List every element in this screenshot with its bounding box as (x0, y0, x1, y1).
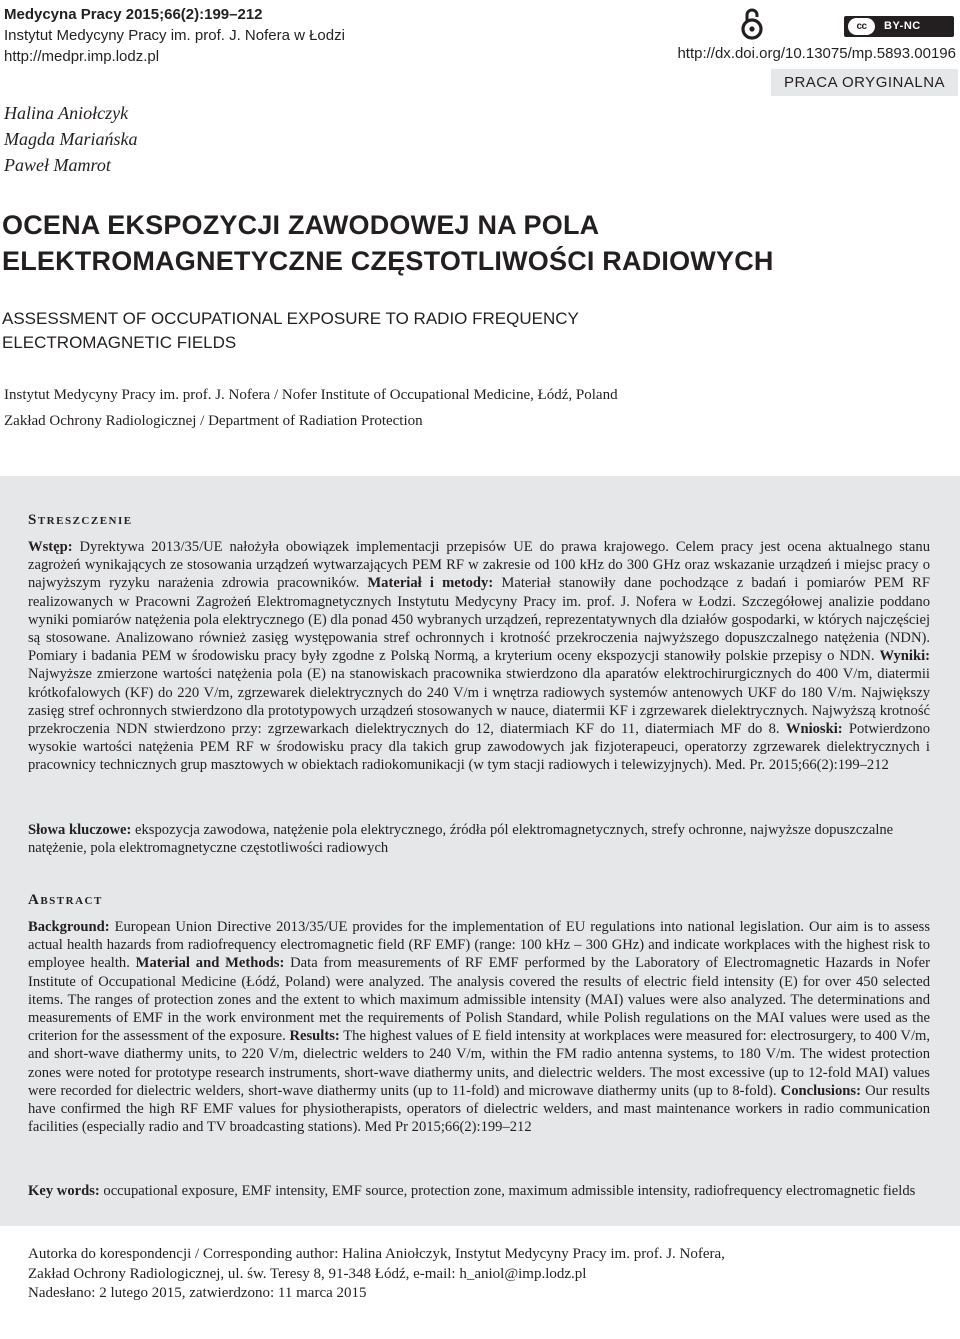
abstract-heading: Abstract (28, 892, 103, 908)
author-name: Paweł Mamrot (4, 155, 111, 175)
label-wnioski: Wnioski: (785, 721, 843, 738)
license-badge[interactable] (844, 16, 954, 37)
keywords-en (28, 1182, 930, 1200)
title-line: ELECTROMAGNETIC FIELDS (2, 333, 237, 352)
article-type-badge: PRACA ORYGINALNA (771, 69, 958, 96)
journal-url[interactable]: http://medpr.imp.lodz.pl (4, 48, 160, 65)
label-wyniki: Wyniki: (879, 648, 930, 665)
streszczenie-body (28, 538, 930, 775)
text-results: The highest values of E field intensity at workplaces were measured for: electrosurgery, to 400 V/m, and short-wave diathermy units, to 220 V/m, dielectric welders to 240 V/m, within the FM radio antenna systems, to 180 V/m. The widest protection zones were noted for prototype research instruments, short-wave diathermy units, and dielectric welders. The most excessive (up to 12-fold MAI) values were recorded for dielectric welders, short-wave diathermy units (up to 11-fold) and microwave diathermy units (up to 8-fold). (28, 1028, 930, 1099)
text-background: European Union Directive 2013/35/UE provides for the implementation of EU regulations into national legislation. Our aim is to assess actual health hazards from radiofrequency electromagnetic field (RF EMF) (range: 100 kHz – 300 GHz) and indicate workplaces with the highest risk to employee health. (28, 919, 930, 972)
abstract-body (28, 918, 930, 1136)
title-line: ASSESSMENT OF OCCUPATIONAL EXPOSURE TO RADIO FREQUENCY (2, 309, 579, 328)
correspondence-line: Autorka do korespondencji / Corresponding author: Halina Aniołczyk, Instytut Medycyny Pracy im. prof. J. Nofera, (28, 1246, 725, 1262)
label-conclusions: Conclusions: (780, 1082, 861, 1099)
author-name: Halina Aniołczyk (4, 103, 129, 123)
author-list (4, 100, 138, 178)
text-methods: Data from measurements of RF EMF performed by the Laboratory of Electromagnetic Hazards in Nofer Institute of Occupational Medicine (Łódź, Poland) were analyzed. The analysis covered the results of electric field intensity (E) for over 450 selected items. The ranges of protection zones and the extent to which maximum admissible intensity (MAI) values were also analyzed. The determinations and measurements of EMF in the work environment met the requirements of Polish Standard, while Polish regulations on the MAI values were used as the criterion for the assessment of the exposure. (28, 955, 930, 1045)
affiliation: Instytut Medycyny Pracy im. prof. J. Nofera / Nofer Institute of Occupational Medicine, Łódź, Poland (4, 387, 618, 403)
label-methods: Material and Methods: (135, 955, 285, 972)
label-wstep: Wstęp: (28, 539, 73, 555)
keywords-en-text: occupational exposure, EMF intensity, EMF source, protection zone, maximum admissible intensity, radiofrequency electromagnetic fields (99, 1183, 916, 1199)
affiliation: Zakład Ochrony Radiologicznej / Department of Radiation Protection (4, 413, 423, 429)
text-wyniki: Najwyższe zmierzone wartości natężenia pola (E) na stanowiskach pracownika stwierdzono dla aparatów elektrochirurgicznych do 400 V/m, diatermii krótkofalowych (KF) do 220 V/m, zgrzewarek dielektrycznych do 240 V/m i wnętrza radiowych systemów antenowych UKF do 180 V/m. Największy zasięg stref ochronnych stwierdzono dla prototypowych urządzeń stosowanych w nauce, diatermii KF i zgrzewarek dielektrycznych. Najwyższą krotność przekroczenia NDN stwierdzono przy: zgrzewarkach dielektrycznych do 12, diatermiach KF do 11, diatermiach MF do 8. (28, 666, 930, 738)
streszczenie-heading: Streszczenie (28, 512, 133, 528)
title-line: OCENA EKSPOZYCJI ZAWODOWEJ NA POLA (2, 210, 600, 240)
keywords-pl-text: ekspozycja zawodowa, natężenie pola elektrycznego, źródła pól elektromagnetycznych, strefy ochronne, najwyższe dopuszczalne natężenie, pola elektromagnetyczne częstotliwości radiowych (28, 822, 894, 857)
title-english (2, 307, 952, 355)
open-lock-icon (741, 6, 763, 40)
label-background: Background: (28, 919, 110, 935)
text-material: Materiał stanowiły dane pochodzące z badań i pomiarów PEM RF realizowanych w Pracowni Zagrożeń Elektromagnetycznych Instytutu Medycyny Pracy im. prof. J. Nofera w Łodzi. Szczegółowej analizie poddano wyniki pomiarów natężenia pola elektrycznego (E) dla ponad 450 wybranych urządzeń, reprezentatywnych dla działów gospodarki, w których najczęściej są stosowane. Analizowano również zasięg występowania stref ochronnych i krotność przekroczenia najwyższego dopuszczalnego natężenia (NDN). Pomiary i badania PEM w środowisku pracy były zgodne z Polską Normą, a kryterium oceny ekspozycji stanowiły polskie przepisy o NDN. (28, 575, 930, 665)
keywords-pl (28, 821, 930, 857)
journal-header (4, 4, 345, 67)
text-wnioski: Potwierdzono wysokie wartości natężenia PEM RF w środowisku pracy dla takich grup zawodowych jak fizjoterapeuci, operatorzy zgrzewarek dielektrycznych i pracownicy technicznych grup masztowych w obiektach radiokomunikacji (w tym stacji radiowych i telewizyjnych). Med. Pr. 2015;66(2):199–212 (28, 721, 930, 774)
doi-link[interactable]: http://dx.doi.org/10.13075/mp.5893.00196 (677, 45, 956, 62)
correspondence-block (28, 1245, 928, 1304)
keywords-pl-label: Słowa kluczowe: (28, 822, 132, 838)
keywords-en-label: Key words: (28, 1183, 100, 1199)
dates-line: Nadesłano: 2 lutego 2015, zatwierdzono: 11 marca 2015 (28, 1285, 367, 1301)
journal-citation: Medycyna Pracy 2015;66(2):199–212 (4, 6, 263, 23)
publisher: Instytut Medycyny Pracy im. prof. J. Nofera w Łodzi (4, 27, 345, 44)
label-material: Materiał i metody: (367, 575, 494, 592)
text-conclusions: Our results have confirmed the high RF EMF values for physiotherapists, operators of dielectric welders, and mast maintenance workers in radio communication facilities (especially radio and TV broadcasting stations). Med Pr 2015;66(2):199–212 (28, 1082, 930, 1136)
title-line: ELEKTROMAGNETYCZNE CZĘSTOTLIWOŚCI RADIOWYCH (2, 246, 774, 276)
address-line: Zakład Ochrony Radiologicznej, ul. św. Teresy 8, 91-348 Łódź, e-mail: h_aniol@imp.lodz.pl (28, 1265, 587, 1282)
title-polish (2, 207, 952, 279)
license-label: BY-NC (884, 20, 921, 32)
header-right (677, 4, 956, 64)
author-name: Magda Mariańska (4, 129, 138, 149)
text-wstep: Dyrektywa 2013/35/UE nałożyła obowiązek implementacji przepisów UE do prawa krajowego. Celem pracy jest ocena aktualnego stanu zagrożeń wynikających ze stosowania urządzeń wytwarzających PEM RF w zakresie od 100 kHz do 300 GHz oraz wskazanie urządzeń i miejsc pracy o najwyższym ryzyku narażenia zdrowia pracowników. (28, 539, 930, 592)
label-results: Results: (289, 1028, 340, 1045)
cc-icon: cc (848, 18, 875, 35)
